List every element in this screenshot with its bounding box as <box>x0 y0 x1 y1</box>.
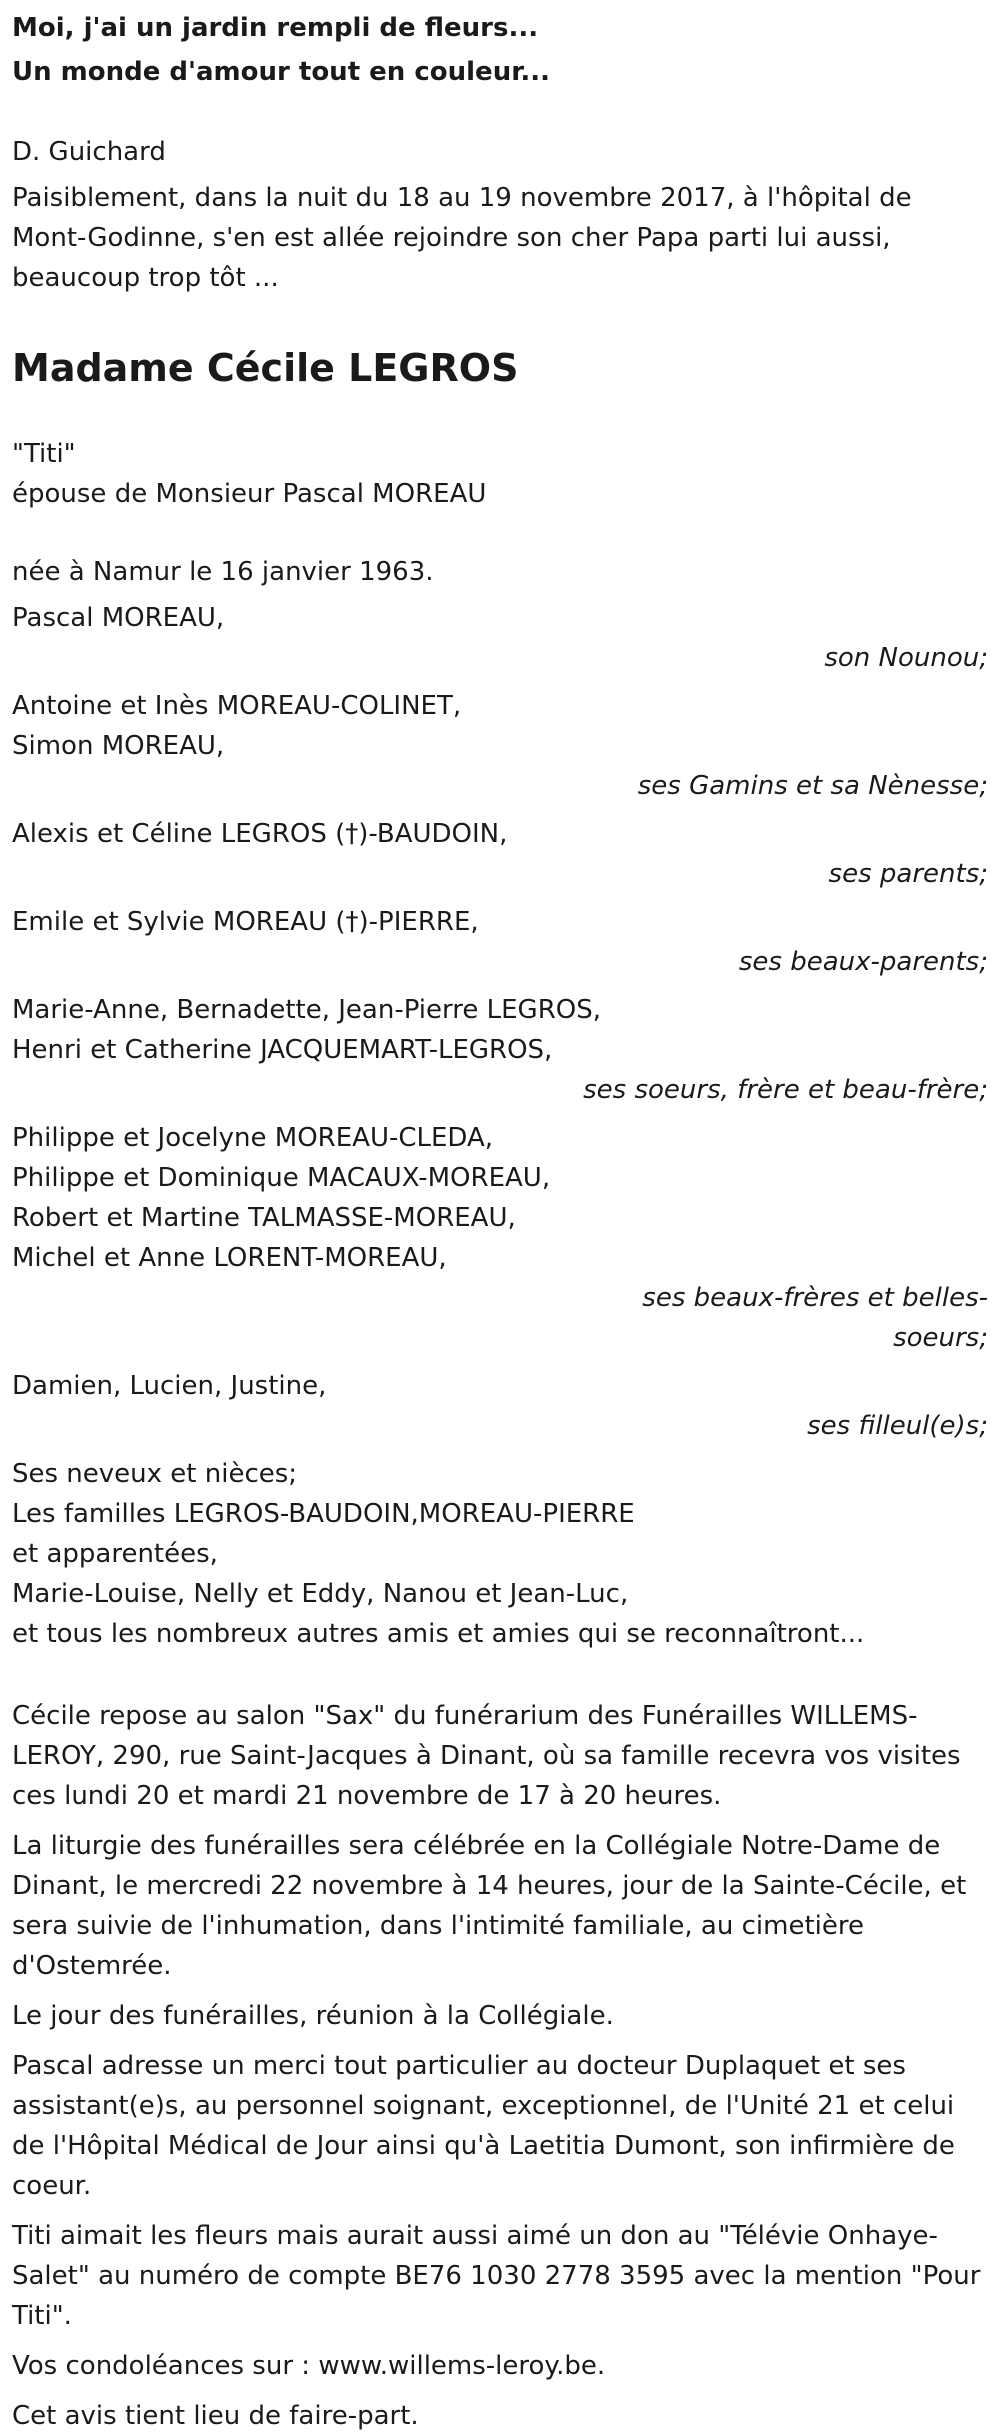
relative-line: et tous les nombreux autres amis et amies qui se reconnaîtront... <box>12 1619 865 1649</box>
relative-line: Ses neveux et nièces; <box>12 1459 298 1489</box>
birth-line: née à Namur le 16 janvier 1963. <box>12 557 434 587</box>
family-group <box>12 990 988 1110</box>
relative-line: et apparentées, <box>12 1539 218 1569</box>
family-list <box>12 598 988 1446</box>
detail-paragraph: Le jour des funérailles, réunion à la Collégiale. <box>12 2001 614 2031</box>
family-group <box>12 598 988 678</box>
spouse-line: épouse de Monsieur Pascal MOREAU <box>12 479 487 509</box>
relative-line: Les familles LEGROS-BAUDOIN,MOREAU-PIERRE <box>12 1499 635 1529</box>
poem <box>12 6 988 94</box>
family-member-names: Simon MOREAU, <box>12 731 225 761</box>
relative-line: Marie-Louise, Nelly et Eddy, Nanou et Jean-Luc, <box>12 1579 629 1609</box>
deceased-name: Madame Cécile LEGROS <box>12 346 519 390</box>
family-member-names: Philippe et Dominique MACAUX-MOREAU, <box>12 1163 551 1193</box>
other-relatives <box>12 1454 988 1654</box>
family-member-names: Damien, Lucien, Justine, <box>12 1371 327 1401</box>
family-group <box>12 686 988 806</box>
family-member-names: Antoine et Inès MOREAU-COLINET, <box>12 691 462 721</box>
poem-line: Moi, j'ai un jardin rempli de fleurs... <box>12 13 539 43</box>
poem-line: Un monde d'amour tout en couleur... <box>12 57 550 87</box>
family-member-names: Pascal MOREAU, <box>12 603 225 633</box>
detail-paragraph: Cécile repose au salon "Sax" du funérarium des Funérailles WILLEMS-LEROY, 290, rue Saint-Jacques à Dinant, où sa famille recevra vos visites ces lundi 20 et mardi 21 novembre de 17 à 20 heures. <box>12 1701 961 1811</box>
family-relation: son Nounou; <box>824 643 988 673</box>
family-relation: ses soeurs, frère et beau-frère; <box>583 1075 988 1105</box>
intro-text: Paisiblement, dans la nuit du 18 au 19 novembre 2017, à l'hôpital de Mont-Godinne, s'en est allée rejoindre son cher Papa parti lui aussi, beaucoup trop tôt ... <box>12 183 912 293</box>
poem-author: D. Guichard <box>12 137 166 167</box>
detail-paragraph: Pascal adresse un merci tout particulier au docteur Duplaquet et ses assistant(e)s, au personnel soignant, exceptionnel, de l'Unité 21 et celui de l'Hôpital Médical de Jour ainsi qu'à Laetitia Dumont, son infirmière de coeur. <box>12 2051 955 2201</box>
details <box>12 1696 988 2436</box>
detail-paragraph: La liturgie des funérailles sera célébrée en la Collégiale Notre-Dame de Dinant, le mercredi 22 novembre à 14 heures, jour de la Sainte-Cécile, et sera suivie de l'inhumation, dans l'intimité familiale, au cimetière d'Ostemrée. <box>12 1831 967 1981</box>
family-member-names: Alexis et Céline LEGROS (†)-BAUDOIN, <box>12 819 508 849</box>
family-relation: ses beaux-parents; <box>738 947 988 977</box>
nickname: "Titi" <box>12 439 76 469</box>
family-member-names: Philippe et Jocelyne MOREAU-CLEDA, <box>12 1123 494 1153</box>
family-member-names: Emile et Sylvie MOREAU (†)-PIERRE, <box>12 907 479 937</box>
detail-paragraph: Titi aimait les fleurs mais aurait aussi aimé un don au "Télévie Onhaye-Salet" au numéro de compte BE76 1030 2778 3595 avec la mention "Pour Titi". <box>12 2221 981 2331</box>
family-group <box>12 902 988 982</box>
detail-paragraph: Cet avis tient lieu de faire-part. <box>12 2401 419 2431</box>
family-relation: ses beaux-frères et belles-soeurs; <box>642 1283 988 1353</box>
family-member-names: Robert et Martine TALMASSE-MOREAU, <box>12 1203 516 1233</box>
family-relation: ses parents; <box>828 859 988 889</box>
family-group <box>12 1118 988 1358</box>
family-member-names: Michel et Anne LORENT-MOREAU, <box>12 1243 447 1273</box>
family-member-names: Marie-Anne, Bernadette, Jean-Pierre LEGROS, <box>12 995 601 1025</box>
family-group <box>12 814 988 894</box>
detail-paragraph: Vos condoléances sur : www.willems-leroy.be. <box>12 2351 606 2381</box>
family-relation: ses filleul(e)s; <box>807 1411 988 1441</box>
family-member-names: Henri et Catherine JACQUEMART-LEGROS, <box>12 1035 553 1065</box>
family-relation: ses Gamins et sa Nènesse; <box>637 771 988 801</box>
family-group <box>12 1366 988 1446</box>
